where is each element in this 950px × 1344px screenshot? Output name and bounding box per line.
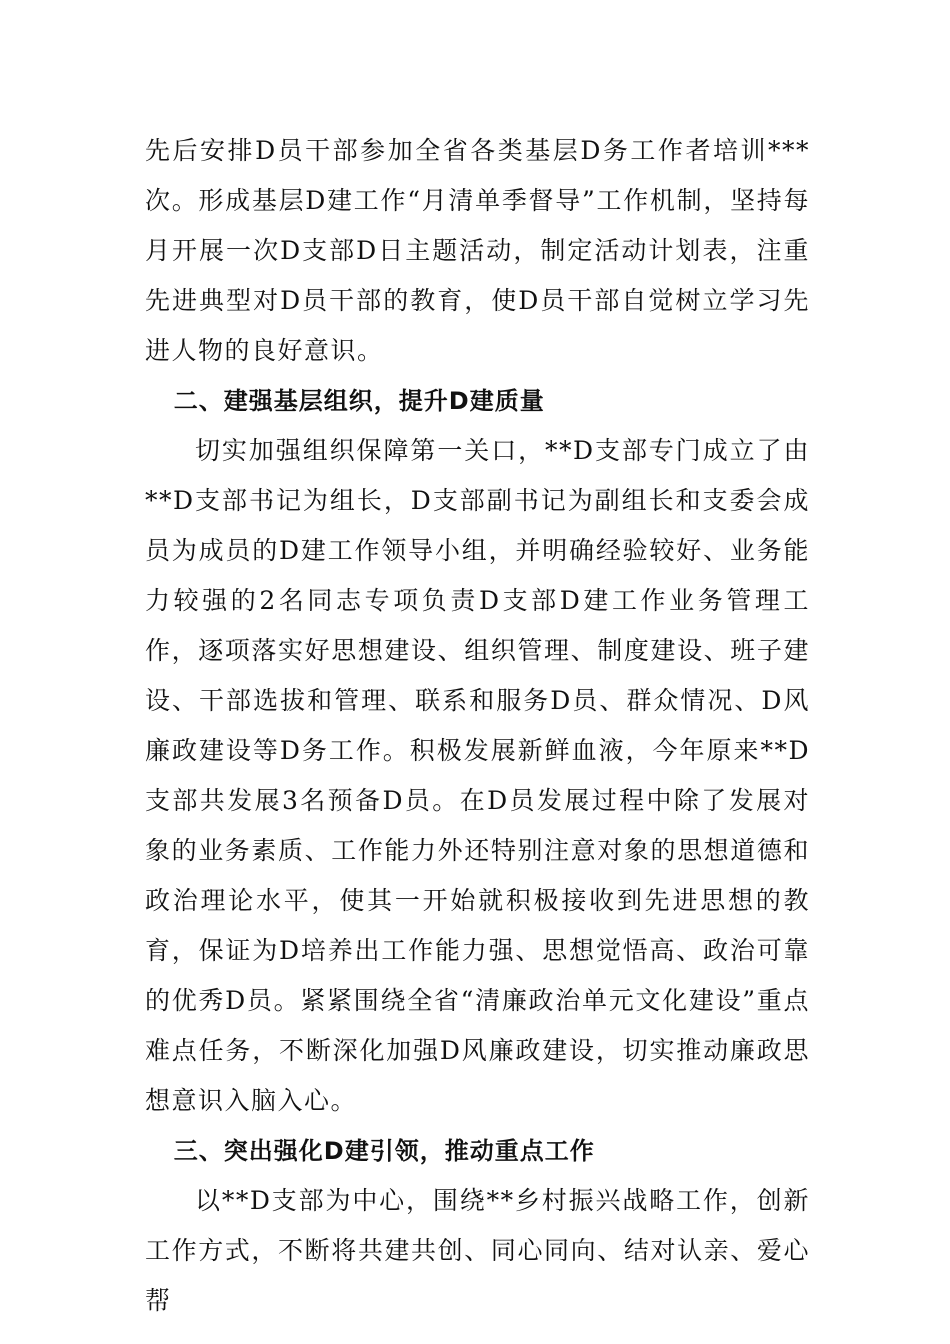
document-body	[145, 126, 810, 1326]
body-paragraph: 切实加强组织保障第一关口，**D支部专门成立了由**D支部书记为组长，D支部副书记为副组长和支委会成员为成员的D建工作领导小组，并明确经验较好、业务能力较强的2名同志专项负责D支部D建工作业务管理工作，逐项落实好思想建设、组织管理、制度建设、班子建设、干部选拔和管理、联系和服务D员、群众情况、D风廉政建设等D务工作。积极发展新鲜血液，今年原来**D支部共发展3名预备D员。在D员发展过程中除了发展对象的业务素质、工作能力外还特别注意对象的思想道德和政治理论水平，使其一开始就积极接收到先进思想的教育，保证为D培养出工作能力强、思想觉悟高、政治可靠的优秀D员。紧紧围绕全省“清廉政治单元文化建设”重点难点任务，不断深化加强D风廉政建设，切实推动廉政思想意识入脑入心。	[145, 436, 810, 1115]
body-paragraph: 以**D支部为中心，围绕**乡村振兴战略工作，创新工作方式，不断将共建共创、同心同向、结对认亲、爱心帮	[145, 1186, 810, 1315]
body-paragraph: 先后安排D员干部参加全省各类基层D务工作者培训***次。形成基层D建工作“月清单季督导”工作机制，坚持每月开展一次D支部D日主题活动，制定活动计划表，注重先进典型对D员干部的教育，使D员干部自觉树立学习先进人物的良好意识。	[145, 136, 810, 365]
section-heading: 三、突出强化D建引领，推动重点工作	[173, 1137, 595, 1165]
section-heading: 二、建强基层组织，提升D建质量	[173, 387, 545, 415]
